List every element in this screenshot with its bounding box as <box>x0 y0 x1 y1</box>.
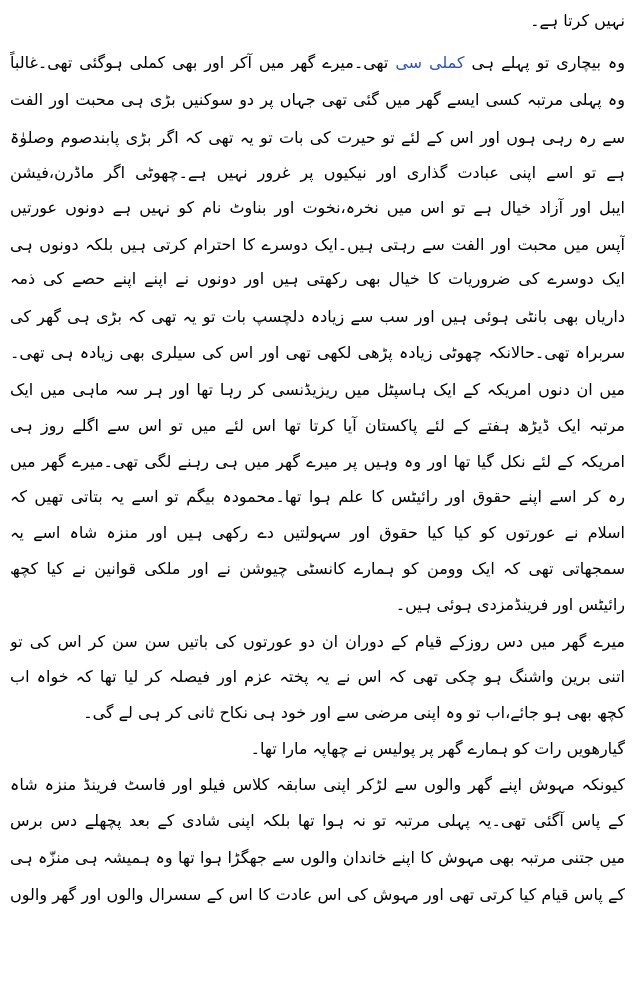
text-line: میں جتنی مرتبہ بھی مہوش کا اپنے خاندان والوں سے جھگڑا ہوا تھا وہ ہمیشہ ہی منزّہ ہی <box>10 848 625 867</box>
text-line: سمجھاتی تھی کہ ایک وومن کو ہمارے کانسٹی چیوشن نے اور ملکی قوانین نے کیا کچھ <box>10 559 625 578</box>
text-line: وہ پہلی مرتبہ کسی ایسے گھر میں گئی تھی جہاں پر دو سوکنیں بڑی ہی محبت اور الفت <box>10 90 625 109</box>
text-line: اتنی برین واشنگ ہو چکی تھی کہ اس نے یہ پختہ عزم اور فیصلہ کر لیا تھا کہ خواہ اب <box>10 667 625 686</box>
text-segment: وہ بیچاری تو پہلے ہی <box>464 53 625 72</box>
text-line: رائیٹس اور فرینڈمزدی ہوئی ہیں۔ <box>395 595 625 614</box>
text-line: داریاں بھی بانٹی ہوئی ہیں اور سب سے زیادہ دلچسپ بات تو یہ تھی کہ بڑی ہی گھر کی <box>10 307 625 326</box>
text-line: ہے تو اسے اپنی عبادت گذاری اور نیکیوں پر غرور نہیں ہے۔چھوٹی اگر ماڈرن،فیشن <box>10 163 625 182</box>
text-segment: تھی۔میرے گھر میں آکر اور بھی کملی ہوگئی تھی۔غالباً <box>10 53 396 72</box>
text-line: سے رہ رہی ہوں اور اس کے لئے تو حیرت کی بات تو یہ تھی کہ اگر بڑی پابندصوم وصلوٰۃ <box>10 128 625 147</box>
text-line: ایک دوسرے کی ضروریات کا خیال بھی رکھتی ہیں اور دونوں نے اپنے اپنے حصے کی ذمہ <box>10 269 625 288</box>
text-line: نہیں کرتا ہے۔ <box>530 11 625 30</box>
text-line: سربراہ تھی۔حالانکہ چھوٹی زیادہ پڑھی لکھی تھی اور اس کی سیلری بھی زیادہ ہی تھی۔ <box>10 343 625 362</box>
text-line: میں ان دنوں امریکہ کے ایک ہاسپٹل میں ریزیڈنسی کر رہا تھا اور ہر سہ ماہی میں ایک <box>10 380 625 399</box>
text-line: گیارھویں رات کو ہمارے گھر پر پولیس نے چھاپہ مارا تھا۔ <box>250 739 625 758</box>
text-line: رہ کر اسے اپنے حقوق اور رائیٹس کا علم ہوا تھا۔محمودہ بیگم تو اسے یہ بتاتی تھیں کہ <box>10 487 625 506</box>
text-line: اسلام نے عورتوں کو کیا کیا حقوق اور سہولتیں دے رکھی ہیں اور منزہ شاہ اسے یہ <box>10 523 625 542</box>
highlighted-phrase: کملی سی <box>395 53 465 72</box>
text-line: کیونکہ مہوش اپنے گھر والوں سے لڑکر اپنی سابقہ کلاس فیلو اور فاسٹ فرینڈ منزہ شاہ <box>10 775 625 794</box>
text-line: کے پاس قیام کیا کرتی تھی اور مہوش کی اس عادت کا اس کے سسرال والوں اور گھر والوں <box>10 885 625 904</box>
text-line: کے پاس آگئی تھی۔یہ پہلی مرتبہ تو نہ ہوا تھا بلکہ اپنی شادی کے بعد پچھلے دس برس <box>10 811 625 830</box>
text-line <box>10 48 625 78</box>
text-line: مرتبہ ایک ڈیڑھ ہفتے کے لئے پاکستان آیا کرتا تھا اس لئے میں تو اس سے اگلے روز ہی <box>10 416 625 435</box>
text-line: میرے گھر میں دس روزکے قیام کے دوران ان دو عورتوں کی باتیں سن سن کر اس کی تو <box>10 632 625 651</box>
text-line: آپس میں محبت اور الفت سے رہتی ہیں۔ایک دوسرے کا احترام کرتی ہیں بلکہ دونوں ہی <box>10 235 625 254</box>
text-line: امریکہ کے لئے نکل گیا تھا اور وہ وہیں پر میرے گھر میں ہی رہنے لگی تھی۔میرے گھر میں <box>10 452 625 471</box>
text-line: کچھ بھی ہو جائے،اب تو وہ اپنی مرضی سے اور خود ہی نکاح ثانی کر ہی لے گی۔ <box>83 703 625 722</box>
text-line: ایبل اور آزاد خیال ہے تو اس میں نخرہ،نخوت اور بناوٹ نام کو نہیں ہے دونوں عورتیں <box>10 198 625 217</box>
